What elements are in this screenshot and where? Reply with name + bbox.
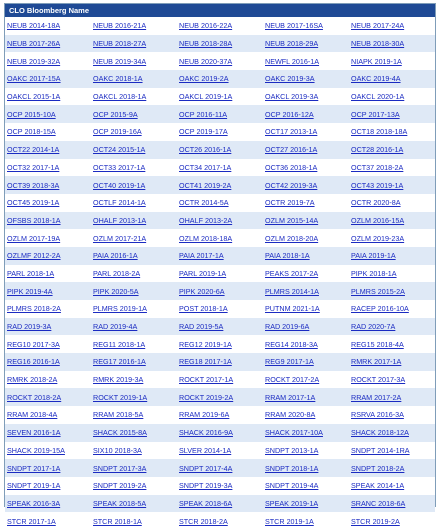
clo-name-link[interactable]: SHACK 2015-8A (93, 428, 147, 438)
clo-name-link[interactable]: NEUB 2014-18A (7, 21, 61, 31)
clo-name-link[interactable]: RRAM 2018-5A (93, 410, 144, 420)
clo-name-link[interactable]: REG17 2016-1A (93, 357, 146, 367)
clo-name-link[interactable]: ROCKT 2019-1A (93, 392, 148, 402)
clo-name-link[interactable]: RRAM 2020-8A (265, 410, 316, 420)
clo-name-link[interactable]: OAKCL 2015-1A (7, 92, 61, 102)
clo-name-link[interactable]: RAD 2020-7A (351, 322, 396, 332)
clo-name-link[interactable]: OAKC 2019-2A (179, 74, 229, 84)
clo-name-link[interactable]: OCP 2016-11A (179, 109, 228, 119)
clo-name-link[interactable]: OFSBS 2018-1A (7, 215, 61, 225)
clo-name-link[interactable]: OCT45 2019-1A (7, 198, 60, 208)
clo-name-link[interactable]: OAKC 2019-3A (265, 74, 315, 84)
clo-name-link[interactable]: OCT22 2014-1A (7, 145, 60, 155)
clo-name-link[interactable]: OCP 2015-10A (7, 109, 56, 119)
clo-name-link[interactable]: STCR 2017-1A (7, 516, 56, 526)
clo-name-link[interactable]: SHACK 2019-15A (7, 445, 65, 455)
clo-name-link[interactable]: OCT28 2016-1A (351, 145, 404, 155)
table-row (5, 371, 435, 389)
clo-name-link[interactable]: PUTNM 2021-1A (265, 304, 320, 314)
clo-name-link[interactable]: PEAKS 2017-2A (265, 268, 319, 278)
clo-name-link[interactable]: OAKCL 2019-3A (265, 92, 319, 102)
table-row (5, 105, 435, 123)
clo-name-link[interactable]: OCT33 2017-1A (93, 162, 146, 172)
clo-name-link[interactable]: NEUB 2017-24A (351, 21, 405, 31)
clo-name-link[interactable]: SNDPT 2014-1RA (351, 445, 410, 455)
clo-name-link[interactable]: OZLM 2018-20A (265, 233, 319, 243)
table-row (5, 247, 435, 265)
clo-name-link[interactable]: OCT41 2019-2A (179, 180, 232, 190)
clo-name-link[interactable]: OCP 2019-17A (179, 127, 228, 137)
table-row (5, 353, 435, 371)
table-row (5, 459, 435, 477)
clo-name-link[interactable]: OCTR 2020-8A (351, 198, 401, 208)
clo-name-link[interactable]: RSRVA 2016-3A (351, 410, 404, 420)
clo-name-link[interactable]: PLMRS 2015-2A (351, 286, 405, 296)
clo-name-link[interactable]: SNDPT 2019-3A (179, 481, 233, 491)
clo-name-link[interactable]: REG10 2017-3A (7, 339, 60, 349)
clo-name-link[interactable]: NIAPK 2019-1A (351, 56, 402, 66)
clo-name-link[interactable]: OZLM 2017-21A (93, 233, 147, 243)
clo-name-link[interactable]: POST 2018-1A (179, 304, 228, 314)
clo-name-link[interactable]: RRAM 2018-4A (7, 410, 58, 420)
table-row (5, 88, 435, 106)
table-row (5, 212, 435, 230)
table-row (5, 442, 435, 460)
clo-name-link[interactable]: PAIA 2017-1A (179, 251, 224, 261)
clo-name-link[interactable]: OZLM 2017-19A (7, 233, 61, 243)
clo-name-link[interactable]: OZLM 2018-18A (179, 233, 233, 243)
clo-name-link[interactable]: OCP 2015-9A (93, 109, 138, 119)
clo-name-link[interactable]: NEUB 2018-28A (179, 39, 233, 49)
clo-name-link[interactable]: PIPK 2019-4A (7, 286, 53, 296)
clo-name-link[interactable]: SLVER 2014-1A (179, 445, 232, 455)
table-row (5, 477, 435, 495)
clo-name-link[interactable]: OCT18 2018-18A (351, 127, 408, 137)
clo-name-link[interactable]: SNDPT 2019-1A (7, 481, 61, 491)
clo-name-link[interactable]: OZLM 2019-23A (351, 233, 405, 243)
clo-name-link[interactable]: STCR 2018-2A (179, 516, 228, 526)
clo-name-link[interactable]: SHACK 2017-10A (265, 428, 323, 438)
clo-name-link[interactable]: PLMRS 2019-1A (93, 304, 147, 314)
clo-name-link[interactable]: REG14 2018-3A (265, 339, 318, 349)
clo-name-link[interactable]: PAIA 2016-1A (93, 251, 138, 261)
clo-name-link[interactable]: SEVEN 2016-1A (7, 428, 61, 438)
clo-name-link[interactable]: STCR 2019-2A (351, 516, 400, 526)
clo-name-link[interactable]: REG18 2017-1A (179, 357, 232, 367)
table-row (5, 388, 435, 406)
clo-name-link[interactable]: RAD 2019-6A (265, 322, 310, 332)
clo-list-panel (4, 3, 436, 526)
table-row (5, 424, 435, 442)
table-row (5, 141, 435, 159)
clo-name-link[interactable]: NEUB 2018-27A (93, 39, 147, 49)
table-row (5, 335, 435, 353)
clo-name-link[interactable]: OHALF 2013-1A (93, 215, 147, 225)
clo-name-link[interactable]: RMRK 2017-1A (351, 357, 402, 367)
list-header: CLO Bloomberg Name (5, 4, 435, 17)
clo-name-link[interactable]: SNDPT 2018-2A (351, 463, 405, 473)
clo-name-link[interactable]: SPEAK 2014-1A (351, 481, 405, 491)
clo-name-link[interactable]: OCT36 2018-1A (265, 162, 318, 172)
table-row (5, 265, 435, 283)
clo-name-link[interactable]: PIPK 2020-5A (93, 286, 139, 296)
clo-name-link[interactable]: NEUB 2019-34A (93, 56, 147, 66)
clo-name-link[interactable]: REG16 2016-1A (7, 357, 60, 367)
clo-name-link[interactable]: PIPK 2020-6A (179, 286, 225, 296)
clo-name-link[interactable]: SPEAK 2016-3A (7, 498, 61, 508)
table-row (5, 282, 435, 300)
clo-name-link[interactable]: OCT32 2017-1A (7, 162, 60, 172)
clo-name-link[interactable]: OCP 2017-13A (351, 109, 400, 119)
clo-name-link[interactable]: ROCKT 2017-1A (179, 375, 234, 385)
clo-name-link[interactable]: SNDPT 2019-2A (93, 481, 147, 491)
clo-name-link[interactable]: PLMRS 2018-2A (7, 304, 61, 314)
clo-name-link[interactable]: OZLM 2015-14A (265, 215, 319, 225)
clo-name-link[interactable]: NEUB 2017-16SA (265, 21, 323, 31)
clo-name-link[interactable]: OCT39 2018-3A (7, 180, 60, 190)
clo-name-link[interactable]: OCT40 2019-1A (93, 180, 146, 190)
clo-name-link[interactable]: OCT24 2015-1A (93, 145, 146, 155)
clo-name-link[interactable]: RRAM 2017-2A (351, 392, 402, 402)
clo-name-link[interactable]: OAKC 2017-15A (7, 74, 61, 84)
clo-name-link[interactable]: NEUB 2016-22A (179, 21, 233, 31)
clo-name-link[interactable]: RACEP 2016-10A (351, 304, 409, 314)
clo-name-link[interactable]: SPEAK 2018-6A (179, 498, 233, 508)
clo-name-link[interactable]: OCT43 2019-1A (351, 180, 404, 190)
clo-name-link[interactable]: SIX10 2018-3A (93, 445, 142, 455)
clo-name-link[interactable]: REG11 2018-1A (93, 339, 146, 349)
clo-name-link[interactable]: NEWFL 2016-1A (265, 56, 320, 66)
clo-name-link[interactable]: SNDPT 2017-4A (179, 463, 233, 473)
table-row (5, 406, 435, 424)
table-row (5, 194, 435, 212)
table-row (5, 123, 435, 141)
table-row (5, 17, 435, 35)
clo-name-link[interactable]: ROCKT 2018-2A (7, 392, 62, 402)
clo-name-link[interactable]: OAKCL 2018-1A (93, 92, 147, 102)
clo-name-link[interactable]: SNDPT 2013-1A (265, 445, 319, 455)
clo-name-link[interactable]: ROCKT 2017-2A (265, 375, 320, 385)
table-row (5, 300, 435, 318)
clo-name-link[interactable]: OCT27 2016-1A (265, 145, 318, 155)
clo-name-link[interactable]: RMRK 2018-2A (7, 375, 58, 385)
clo-name-link[interactable]: SHACK 2016-9A (179, 428, 233, 438)
clo-name-link[interactable]: OCT26 2016-1A (179, 145, 232, 155)
clo-name-link[interactable]: STCR 2018-1A (93, 516, 142, 526)
clo-name-link[interactable]: REG9 2017-1A (265, 357, 314, 367)
table-row (5, 70, 435, 88)
clo-name-link[interactable]: STCR 2019-1A (265, 516, 314, 526)
table-row (5, 35, 435, 53)
clo-name-link[interactable]: SNDPT 2017-1A (7, 463, 61, 473)
clo-name-link[interactable]: OCP 2019-16A (93, 127, 142, 137)
clo-name-link[interactable]: OZLM 2016-15A (351, 215, 405, 225)
table-row (5, 318, 435, 336)
clo-name-link[interactable]: OCTR 2014-5A (179, 198, 229, 208)
clo-name-link[interactable]: RAD 2019-5A (179, 322, 224, 332)
clo-name-link[interactable]: SHACK 2018-12A (351, 428, 409, 438)
clo-name-link[interactable]: PAIA 2018-1A (265, 251, 310, 261)
clo-name-link[interactable]: OAKC 2018-1A (93, 74, 143, 84)
clo-name-link[interactable]: RRAM 2019-6A (179, 410, 230, 420)
clo-name-grid (5, 17, 435, 530)
table-row (5, 52, 435, 70)
table-row (5, 229, 435, 247)
clo-name-link[interactable]: OCP 2016-12A (265, 109, 314, 119)
clo-name-link[interactable]: ROCKT 2017-3A (351, 375, 406, 385)
clo-name-link[interactable]: RAD 2019-3A (7, 322, 52, 332)
clo-name-link[interactable]: SPEAK 2018-5A (93, 498, 147, 508)
clo-name-link[interactable]: OCTLF 2014-1A (93, 198, 146, 208)
clo-name-link[interactable]: RMRK 2019-3A (93, 375, 144, 385)
clo-name-link[interactable]: PIPK 2018-1A (351, 268, 397, 278)
clo-name-link[interactable]: SNDPT 2019-4A (265, 481, 319, 491)
clo-name-link[interactable]: NEUB 2018-30A (351, 39, 405, 49)
clo-name-link[interactable]: SNDPT 2018-1A (265, 463, 319, 473)
clo-name-link[interactable]: OCP 2018-15A (7, 127, 56, 137)
table-row (5, 176, 435, 194)
clo-name-link[interactable]: NEUB 2020-37A (179, 56, 233, 66)
clo-name-link[interactable]: OAKCL 2020-1A (351, 92, 405, 102)
clo-name-link[interactable]: NEUB 2017-26A (7, 39, 61, 49)
table-row (5, 159, 435, 177)
clo-name-link[interactable]: SRANC 2018-6A (351, 498, 406, 508)
clo-name-link[interactable]: REG12 2019-1A (179, 339, 232, 349)
clo-name-link[interactable]: OCT17 2013-1A (265, 127, 318, 137)
clo-name-link[interactable]: OHALF 2013-2A (179, 215, 233, 225)
clo-name-link[interactable]: RAD 2019-4A (93, 322, 138, 332)
clo-name-link[interactable]: ROCKT 2019-2A (179, 392, 234, 402)
clo-name-link[interactable]: NEUB 2019-32A (7, 56, 61, 66)
clo-name-link[interactable]: REG15 2018-4A (351, 339, 404, 349)
clo-name-link[interactable]: PARL 2018-1A (7, 268, 55, 278)
clo-name-link[interactable]: RRAM 2017-1A (265, 392, 316, 402)
clo-name-link[interactable]: OCT37 2018-2A (351, 162, 404, 172)
clo-name-link[interactable]: OCT42 2019-3A (265, 180, 318, 190)
clo-name-link[interactable]: PLMRS 2014-1A (265, 286, 319, 296)
clo-name-link[interactable]: OAKCL 2019-1A (179, 92, 233, 102)
clo-name-link[interactable]: OCTR 2019-7A (265, 198, 315, 208)
clo-name-link[interactable]: NEUB 2016-21A (93, 21, 147, 31)
clo-name-link[interactable]: SPEAK 2019-1A (265, 498, 319, 508)
clo-name-link[interactable]: OAKC 2019-4A (351, 74, 401, 84)
clo-name-link[interactable]: OCT34 2017-1A (179, 162, 232, 172)
clo-name-link[interactable]: NEUB 2018-29A (265, 39, 319, 49)
clo-name-link[interactable]: PARL 2018-2A (93, 268, 141, 278)
clo-name-link[interactable]: PAIA 2019-1A (351, 251, 396, 261)
table-row (5, 512, 435, 530)
clo-name-link[interactable]: PARL 2019-1A (179, 268, 227, 278)
clo-name-link[interactable]: OZLMF 2012-2A (7, 251, 61, 261)
clo-name-link[interactable]: SNDPT 2017-3A (93, 463, 147, 473)
